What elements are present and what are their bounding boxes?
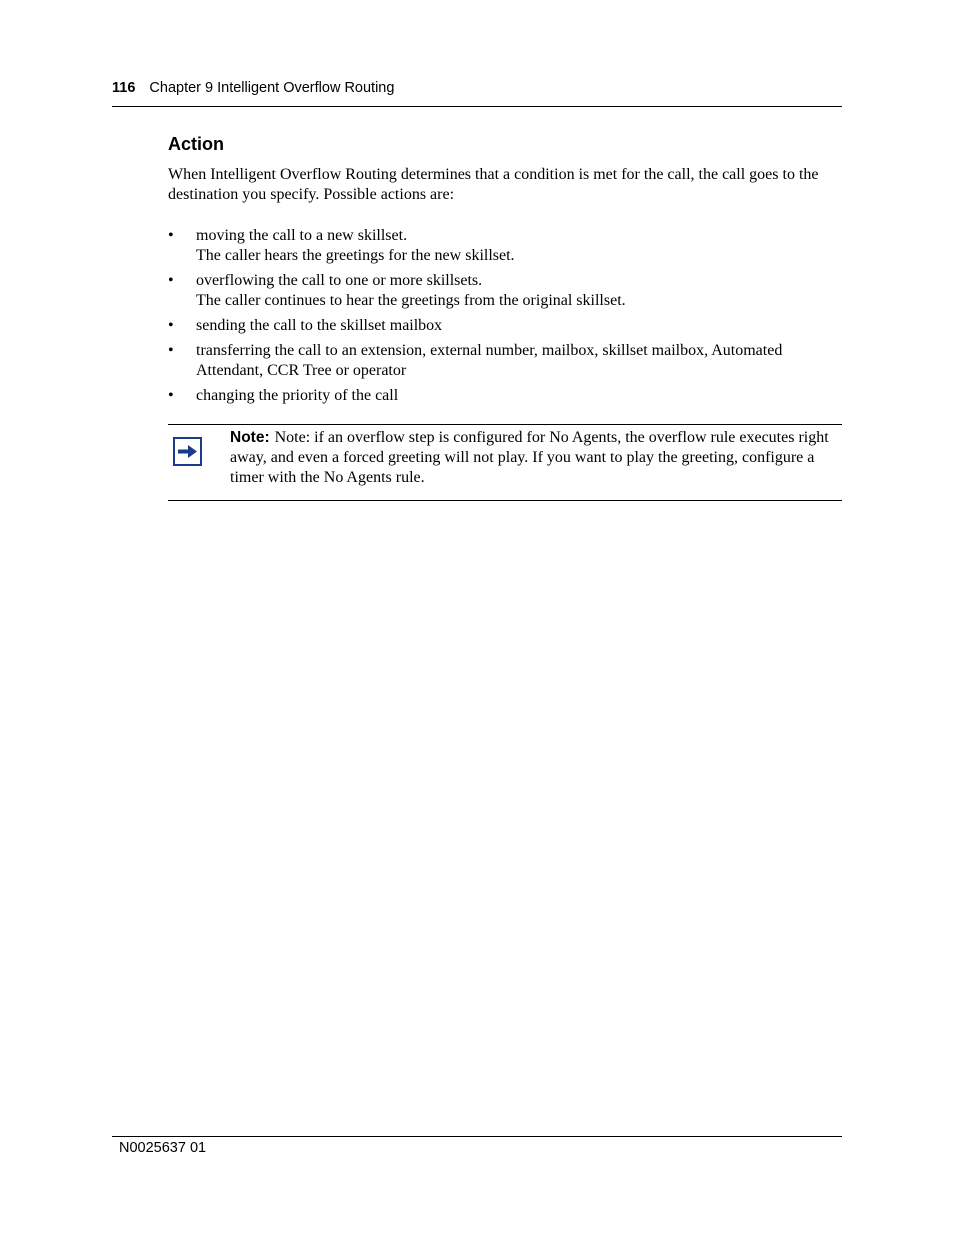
list-item-text: sending the call to the skillset mailbox xyxy=(196,317,443,334)
list-item-subtext: The caller continues to hear the greetings from the original skillset. xyxy=(196,292,626,309)
page-number: 116 xyxy=(112,80,136,96)
list-item-text: changing the priority of the call xyxy=(196,387,399,404)
list-item xyxy=(168,386,844,406)
page-header xyxy=(112,80,842,107)
bullet-marker: • xyxy=(168,317,174,334)
list-item xyxy=(168,341,844,381)
bullet-marker: • xyxy=(168,227,174,244)
note-body: Note: if an overflow step is configured for No Agents, the overflow rule executes right away, and even a forced greeting will not play. If you want to play the greeting, configure a timer with the No Agents rule. xyxy=(230,429,829,486)
bullet-marker: • xyxy=(168,342,174,359)
note-text xyxy=(230,428,842,488)
note-box xyxy=(168,424,842,501)
bullet-marker: • xyxy=(168,272,174,289)
list-item-subtext: The caller hears the greetings for the new skillset. xyxy=(196,247,515,264)
list-item xyxy=(168,316,844,336)
bullet-marker: • xyxy=(168,387,174,404)
list-item-text: transferring the call to an extension, external number, mailbox, skillset mailbox, Automated Attendant, CCR Tree or operator xyxy=(196,342,783,379)
intro-paragraph: When Intelligent Overflow Routing determines that a condition is met for the call, the call goes to the destination you specify. Possible actions are: xyxy=(168,166,819,203)
document-number: N0025637 01 xyxy=(119,1140,207,1156)
list-item-text: overflowing the call to one or more skillsets. xyxy=(196,272,483,289)
chapter-title: Chapter 9 Intelligent Overflow Routing xyxy=(149,80,395,96)
arrow-right-icon-glyph xyxy=(178,445,197,458)
list-item xyxy=(168,226,844,266)
actions-list xyxy=(168,226,844,411)
arrow-right-icon xyxy=(173,437,202,466)
section-heading: Action xyxy=(168,134,224,154)
list-item xyxy=(168,271,844,311)
page-footer xyxy=(112,1136,842,1156)
note-label: Note: xyxy=(230,429,270,446)
list-item-text: moving the call to a new skillset. xyxy=(196,227,408,244)
